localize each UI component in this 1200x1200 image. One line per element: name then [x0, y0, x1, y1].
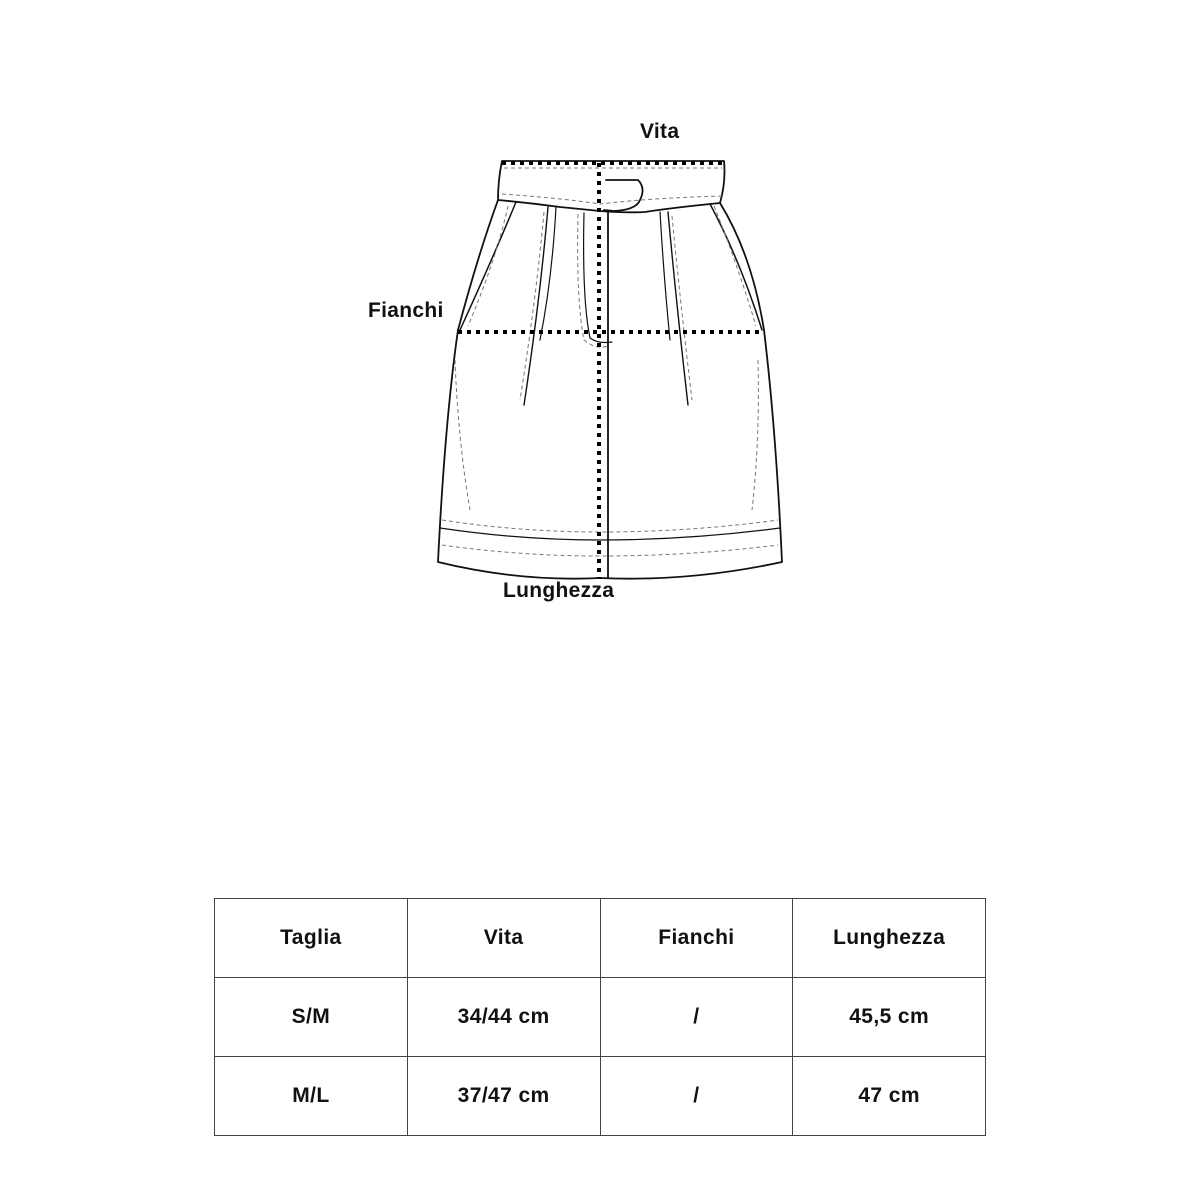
- cell-length: 47 cm: [793, 1057, 986, 1136]
- right-pleat-2: [660, 212, 670, 340]
- header-length: Lunghezza: [793, 899, 986, 978]
- right-pocket: [710, 204, 762, 330]
- size-table: [214, 898, 986, 1136]
- left-pocket: [460, 202, 516, 330]
- skirt-outline: [438, 200, 782, 579]
- cell-length: 45,5 cm: [793, 978, 986, 1057]
- header-waist: Vita: [407, 899, 600, 978]
- hem-line: [440, 528, 780, 540]
- belt-tab: [604, 180, 643, 211]
- hips-label: Fianchi: [368, 299, 444, 322]
- left-pleat: [524, 207, 548, 405]
- header-size: Taglia: [215, 899, 408, 978]
- table-header-row: [215, 899, 986, 978]
- header-hips: Fianchi: [600, 899, 793, 978]
- cell-hips: /: [600, 1057, 793, 1136]
- table-row: [215, 1057, 986, 1136]
- cell-waist: 37/47 cm: [407, 1057, 600, 1136]
- waist-label: Vita: [640, 120, 680, 143]
- table-row: [215, 978, 986, 1057]
- cell-size: S/M: [215, 978, 408, 1057]
- cell-waist: 34/44 cm: [407, 978, 600, 1057]
- cell-hips: /: [600, 978, 793, 1057]
- length-label: Lunghezza: [503, 579, 615, 602]
- cell-size: M/L: [215, 1057, 408, 1136]
- right-pleat: [668, 212, 688, 405]
- waistband: [498, 161, 725, 212]
